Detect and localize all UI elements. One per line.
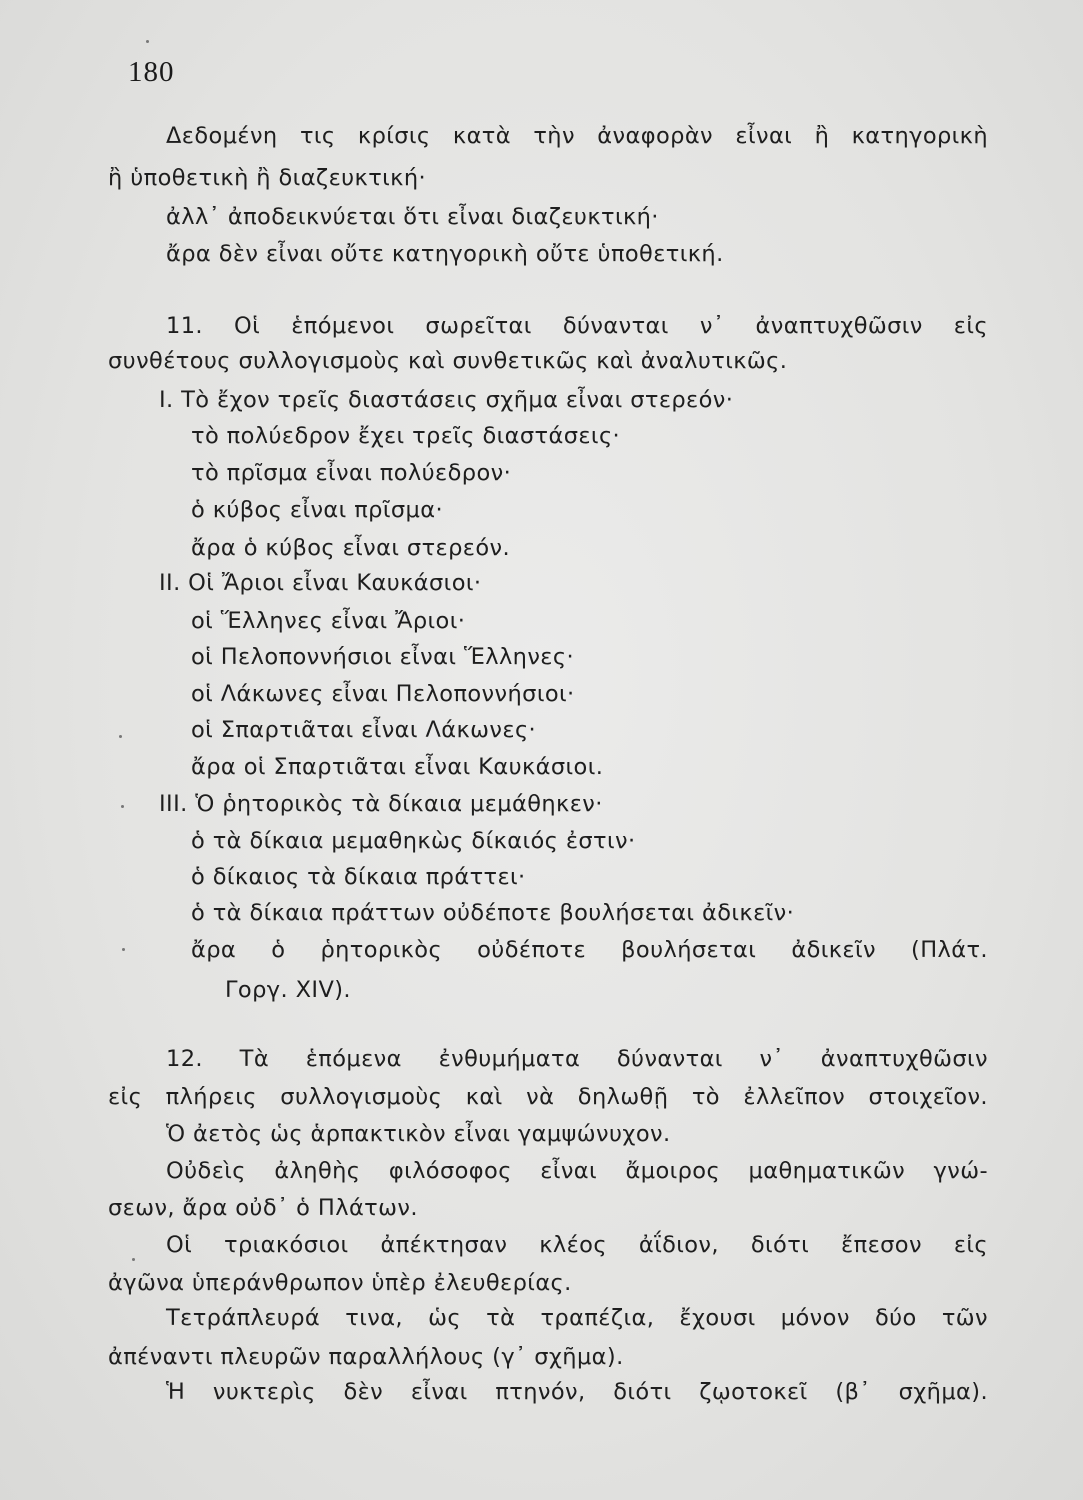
- exercise-12-heading-line-1: 12. Τὰ ἑπόμενα ἐνθυμήματα δύνανται ν᾽ ἀναπτυχθῶσιν: [166, 1046, 988, 1072]
- syllogism-3-line-2: ὁ τὰ δίκαια μεμαθηκὼς δίκαιός ἐστιν·: [191, 828, 636, 854]
- syllogism-3-line-1: III. Ὁ ῥητορικὸς τὰ δίκαια μεμάθηκεν·: [159, 791, 603, 817]
- syllogism-1-line-1: I. Τὸ ἔχον τρεῖς διαστάσεις σχῆμα εἶναι στερεόν·: [159, 387, 734, 413]
- syllogism-2-line-2: οἱ Ἕλληνες εἶναι Ἄριοι·: [191, 608, 466, 634]
- scan-speck: [119, 735, 122, 738]
- scan-speck: [121, 805, 124, 808]
- syllogism-1-line-3: τὸ πρῖσμα εἶναι πολύεδρον·: [191, 460, 512, 486]
- enthymeme-2-line-2: σεων, ἄρα οὐδ᾽ ὁ Πλάτων.: [108, 1195, 418, 1221]
- scan-speck: [122, 948, 125, 951]
- exercise-12-heading-line-2: εἰς πλήρεις συλλογισμοὺς καὶ νὰ δηλωθῇ τὸ ἐλλεῖπον στοιχεῖον.: [108, 1084, 988, 1110]
- page-number: 180: [128, 56, 175, 88]
- syllogism-3-line-4: ὁ τὰ δίκαια πράττων οὐδέποτε βουλήσεται ἀδικεῖν·: [191, 900, 795, 926]
- enthymeme-4-line-2: ἀπέναντι πλευρῶν παραλλήλους (γ᾽ σχῆμα).: [108, 1344, 624, 1370]
- intro-line-1: Δεδομένη τις κρίσις κατὰ τὴν ἀναφορὰν εἶναι ἢ κατηγορικὴ: [166, 123, 988, 149]
- enthymeme-5: Ἡ νυκτερὶς δὲν εἶναι πτηνόν, διότι ζῳοτοκεῖ (β᾽ σχῆμα).: [166, 1379, 988, 1405]
- exercise-11-heading-line-1: 11. Οἱ ἑπόμενοι σωρεῖται δύνανται ν᾽ ἀναπτυχθῶσιν εἰς: [166, 313, 988, 339]
- syllogism-1-line-2: τὸ πολύεδρον ἔχει τρεῖς διαστάσεις·: [191, 423, 621, 449]
- enthymeme-3-line-1: Οἱ τριακόσιοι ἀπέκτησαν κλέος ἀΐδιον, διότι ἔπεσον εἰς: [166, 1232, 988, 1258]
- scan-speck: [132, 1258, 135, 1261]
- syllogism-2-line-1: II. Οἱ Ἄριοι εἶναι Καυκάσιοι·: [159, 570, 482, 596]
- syllogism-1-line-4: ὁ κύβος εἶναι πρῖσμα·: [191, 497, 444, 523]
- syllogism-2-line-5: οἱ Σπαρτιᾶται εἶναι Λάκωνες·: [191, 717, 537, 743]
- enthymeme-1: Ὁ ἀετὸς ὡς ἁρπακτικὸν εἶναι γαμψώνυχον.: [166, 1121, 671, 1147]
- enthymeme-2-line-1: Οὐδεὶς ἀληθὴς φιλόσοφος εἶναι ἄμοιρος μαθηματικῶν γνώ-: [166, 1158, 988, 1184]
- syllogism-2-line-3: οἱ Πελοποννήσιοι εἶναι Ἕλληνες·: [191, 644, 575, 670]
- intro-line-4: ἄρα δὲν εἶναι οὔτε κατηγορικὴ οὔτε ὑποθετική.: [166, 241, 724, 267]
- enthymeme-4-line-1: Τετράπλευρά τινα, ὡς τὰ τραπέζια, ἔχουσι μόνον δύο τῶν: [166, 1305, 988, 1331]
- intro-line-2: ἢ ὑποθετικὴ ἢ διαζευκτική·: [108, 165, 427, 191]
- intro-line-3: ἀλλ᾽ ἀποδεικνύεται ὅτι εἶναι διαζευκτική·: [166, 204, 659, 230]
- syllogism-3-line-3: ὁ δίκαιος τὰ δίκαια πράττει·: [191, 864, 526, 890]
- syllogism-2-line-4: οἱ Λάκωνες εἶναι Πελοποννήσιοι·: [191, 681, 575, 707]
- syllogism-2-line-6: ἄρα οἱ Σπαρτιᾶται εἶναι Καυκάσιοι.: [191, 754, 604, 780]
- syllogism-1-line-5: ἄρα ὁ κύβος εἶναι στερεόν.: [191, 535, 511, 561]
- exercise-11-heading-line-2: συνθέτους συλλογισμοὺς καὶ συνθετικῶς καὶ ἀναλυτικῶς.: [108, 348, 788, 374]
- syllogism-3-line-5: ἄρα ὁ ῥητορικὸς οὐδέποτε βουλήσεται ἀδικεῖν (Πλάτ.: [191, 937, 988, 963]
- syllogism-3-line-6: Γοργ. XIV).: [225, 977, 351, 1003]
- enthymeme-3-line-2: ἀγῶνα ὑπεράνθρωπον ὑπὲρ ἐλευθερίας.: [108, 1270, 572, 1296]
- scan-speck: [146, 40, 149, 43]
